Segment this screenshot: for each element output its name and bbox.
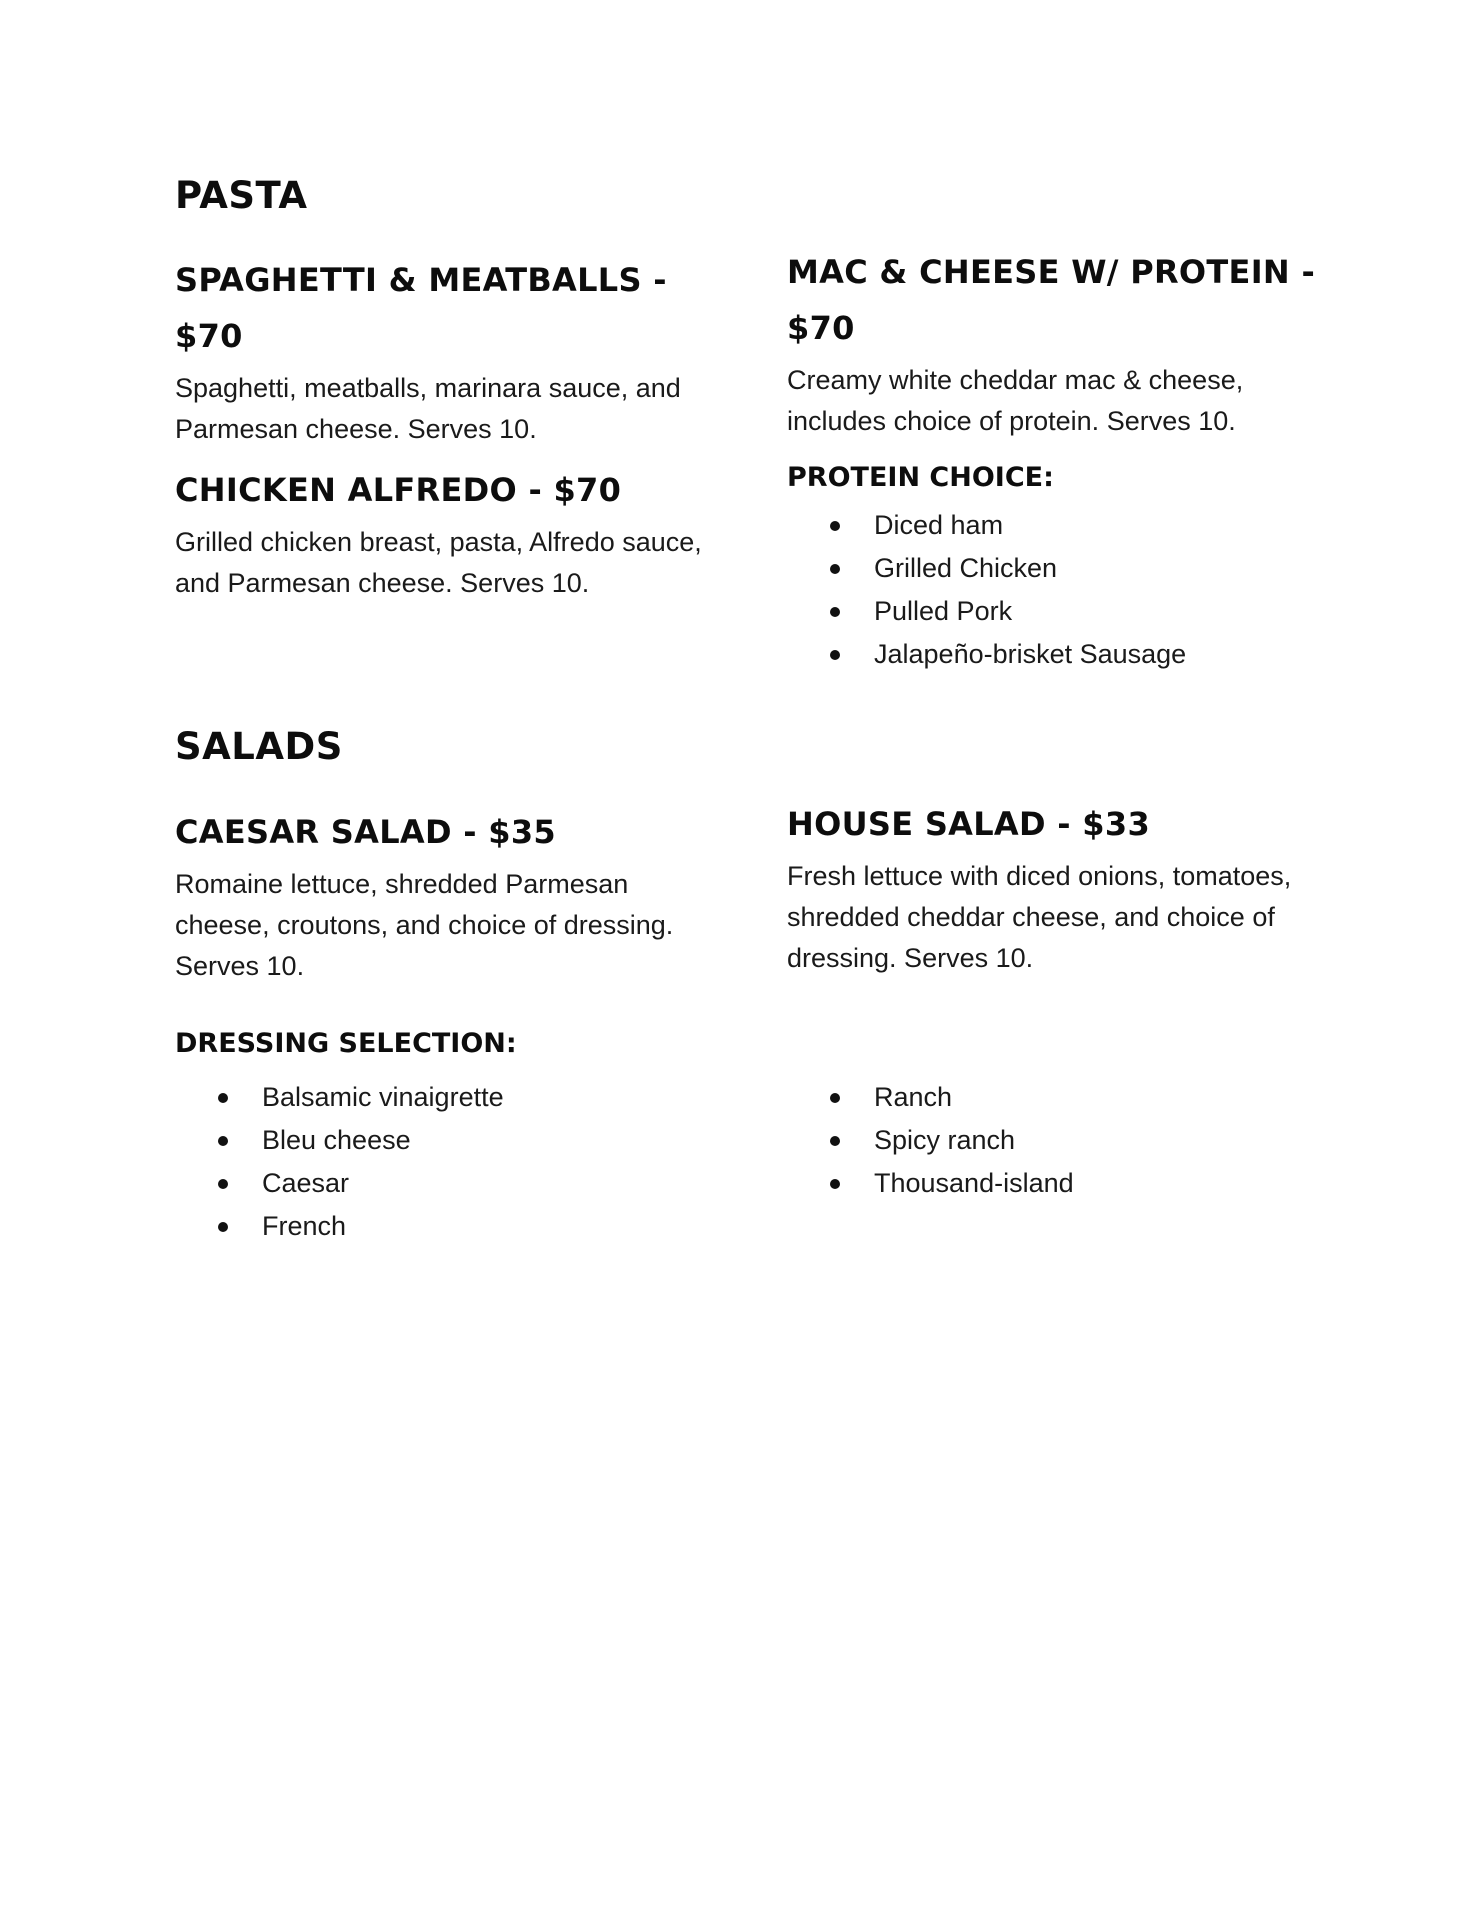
list-item-label: Balsamic vinaigrette [262, 1082, 504, 1112]
menu-item-caesar-salad [175, 804, 715, 987]
bullet-icon [830, 607, 840, 617]
salads-right-column [787, 796, 1327, 979]
dressing-selection-heading: DRESSING SELECTION: [175, 1028, 517, 1059]
pasta-right-column [787, 244, 1327, 676]
list-item [175, 1162, 715, 1205]
item-title-line-2: $70 [787, 309, 855, 347]
list-item [787, 1119, 1327, 1162]
item-description: Romaine lettuce, shredded Parmesan cheese, croutons, and choice of dressing. Serves 10. [175, 869, 674, 981]
list-item-label: Pulled Pork [874, 596, 1013, 626]
list-item [787, 633, 1327, 676]
list-item [175, 1076, 715, 1119]
list-item-label: Jalapeño-brisket Sausage [874, 639, 1187, 669]
list-item-label: Ranch [874, 1082, 953, 1112]
section-title-salads: SALADS [175, 725, 343, 768]
list-item [175, 1205, 715, 1248]
pasta-left-column [175, 252, 715, 604]
list-item-label: Bleu cheese [262, 1125, 411, 1155]
bullet-icon [830, 650, 840, 660]
item-title: CAESAR SALAD - $35 [175, 813, 556, 851]
bullet-icon [830, 564, 840, 574]
item-title: HOUSE SALAD - $33 [787, 805, 1151, 843]
bullet-icon [830, 1093, 840, 1103]
item-description: Creamy white cheddar mac & cheese, includes choice of protein. Serves 10. [787, 365, 1244, 436]
list-item [787, 1162, 1327, 1205]
item-description: Spaghetti, meatballs, marinara sauce, and Parmesan cheese. Serves 10. [175, 373, 681, 444]
list-item-label: Thousand-island [874, 1168, 1074, 1198]
list-item-label: Diced ham [874, 510, 1004, 540]
menu-item-house-salad [787, 796, 1327, 979]
menu-item-chicken-alfredo [175, 462, 715, 604]
menu-page [175, 0, 1325, 1920]
dressing-list-right [787, 1076, 1327, 1205]
item-title: CHICKEN ALFREDO - $70 [175, 471, 622, 509]
list-item [787, 547, 1327, 590]
item-description: Grilled chicken breast, pasta, Alfredo sauce, and Parmesan cheese. Serves 10. [175, 527, 702, 598]
item-title-line-1: MAC & CHEESE W/ PROTEIN - [787, 253, 1316, 291]
menu-item-spaghetti-meatballs [175, 252, 715, 450]
bullet-icon [218, 1093, 228, 1103]
list-item [175, 1119, 715, 1162]
menu-item-mac-cheese [787, 244, 1327, 676]
item-title: SPAGHETTI & MEATBALLS - $70 [175, 261, 667, 355]
salads-left-column [175, 804, 715, 987]
dressing-list-left [175, 1076, 715, 1248]
item-description: Fresh lettuce with diced onions, tomatoes, shredded cheddar cheese, and choice of dressing. Serves 10. [787, 861, 1292, 973]
protein-choice-list [787, 504, 1327, 676]
list-item [787, 590, 1327, 633]
bullet-icon [218, 1179, 228, 1189]
bullet-icon [830, 1179, 840, 1189]
list-item-label: Spicy ranch [874, 1125, 1016, 1155]
section-title-pasta: PASTA [175, 174, 308, 217]
item-title [787, 244, 1327, 356]
bullet-icon [830, 1136, 840, 1146]
protein-choice-heading: PROTEIN CHOICE: [787, 462, 1054, 493]
bullet-icon [830, 521, 840, 531]
list-item [787, 504, 1327, 547]
list-item [787, 1076, 1327, 1119]
list-item-label: French [262, 1211, 347, 1241]
bullet-icon [218, 1222, 228, 1232]
list-item-label: Grilled Chicken [874, 553, 1058, 583]
bullet-icon [218, 1136, 228, 1146]
list-item-label: Caesar [262, 1168, 350, 1198]
